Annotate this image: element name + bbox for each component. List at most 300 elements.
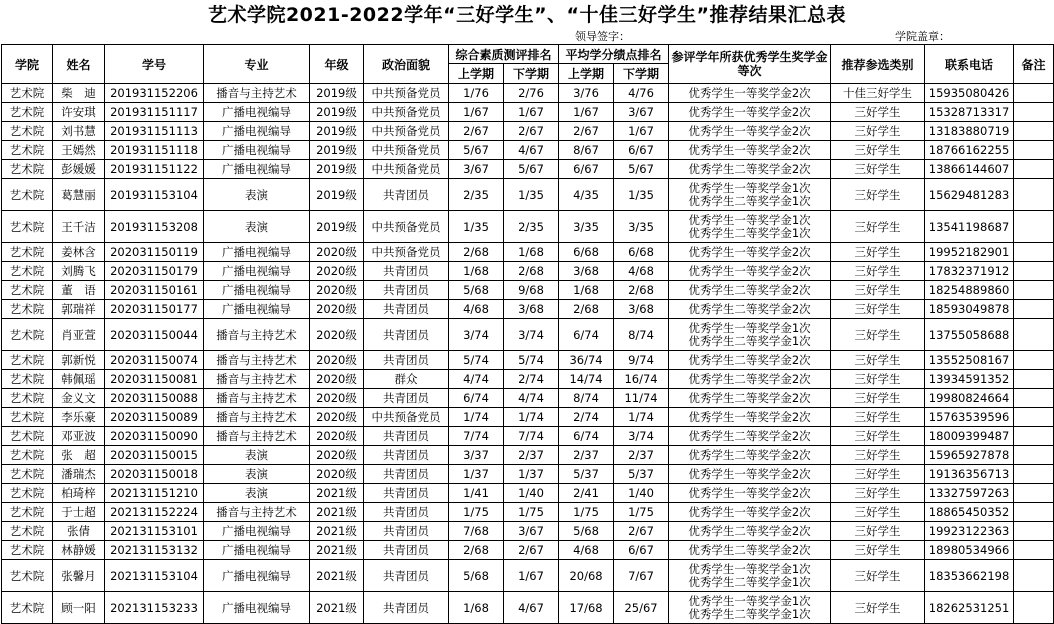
cell-gpa-second-term: 16/74 <box>614 370 669 389</box>
cell-college: 艺术院 <box>2 281 53 300</box>
cell-honors <box>669 389 831 408</box>
table-body <box>2 84 1054 624</box>
honor-line: 优秀学生一等奖学金1次 <box>688 561 811 576</box>
cell-honors <box>669 243 831 262</box>
cell-political: 共青团员 <box>364 427 449 446</box>
cell-college: 艺术院 <box>2 446 53 465</box>
cell-grade: 2020级 <box>310 351 364 370</box>
cell-quality-first-term: 1/37 <box>449 465 504 484</box>
cell-honors <box>669 465 831 484</box>
cell-quality-second-term: 3/67 <box>504 522 559 541</box>
cell-college: 艺术院 <box>2 262 53 281</box>
table-row <box>2 484 1054 503</box>
cell-gpa-first-term: 1/68 <box>559 281 614 300</box>
cell-quality-first-term: 1/67 <box>449 103 504 122</box>
cell-honors <box>669 281 831 300</box>
cell-gpa-first-term: 6/74 <box>559 427 614 446</box>
table-row <box>2 465 1054 484</box>
cell-college: 艺术院 <box>2 103 53 122</box>
cell-name: 张 超 <box>53 446 105 465</box>
cell-honors <box>669 179 831 211</box>
cell-name: 邓亚波 <box>53 427 105 446</box>
cell-honors <box>669 484 831 503</box>
cell-major: 表演 <box>204 211 310 243</box>
table-row <box>2 262 1054 281</box>
table-row <box>2 281 1054 300</box>
header-honors: 参评学年所获优秀学生奖学金等次 <box>669 45 831 84</box>
cell-quality-first-term: 3/67 <box>449 160 504 179</box>
cell-major: 广播电视编导 <box>204 243 310 262</box>
cell-category: 三好学生 <box>831 408 925 427</box>
table-row <box>2 179 1054 211</box>
cell-grade: 2020级 <box>310 262 364 281</box>
cell-name: 金义文 <box>53 389 105 408</box>
honor-line: 优秀学生一等奖学金2次 <box>688 244 811 259</box>
cell-gpa-second-term: 1/40 <box>614 484 669 503</box>
cell-political: 共青团员 <box>364 465 449 484</box>
header-major: 专业 <box>204 45 310 84</box>
cell-honors <box>669 370 831 389</box>
honor-line: 优秀学生二等奖学金2次 <box>688 428 811 443</box>
cell-name: 刘腾飞 <box>53 262 105 281</box>
header-grade: 年级 <box>310 45 364 84</box>
cell-category: 三好学生 <box>831 262 925 281</box>
cell-college: 艺术院 <box>2 243 53 262</box>
cell-name: 韩佩瑶 <box>53 370 105 389</box>
cell-political: 中共预备党员 <box>364 243 449 262</box>
cell-quality-first-term: 4/68 <box>449 300 504 319</box>
table-row <box>2 319 1054 351</box>
cell-remark <box>1014 370 1054 389</box>
school-seal-label: 学院盖章： <box>895 30 950 43</box>
cell-student-id: 202131152224 <box>105 503 204 522</box>
cell-gpa-first-term: 4/68 <box>559 541 614 560</box>
cell-student-id: 202031150161 <box>105 281 204 300</box>
cell-political: 中共预备党员 <box>364 408 449 427</box>
cell-college: 艺术院 <box>2 179 53 211</box>
cell-category: 三好学生 <box>831 465 925 484</box>
cell-gpa-first-term: 6/68 <box>559 243 614 262</box>
cell-major: 广播电视编导 <box>204 141 310 160</box>
honor-line: 优秀学生一等奖学金2次 <box>688 85 811 100</box>
cell-phone: 18254889860 <box>925 281 1014 300</box>
cell-phone: 18980534966 <box>925 541 1014 560</box>
cell-category: 十佳三好学生 <box>831 84 925 103</box>
cell-major: 表演 <box>204 484 310 503</box>
cell-phone: 13541198687 <box>925 211 1014 243</box>
cell-remark <box>1014 141 1054 160</box>
cell-honors <box>669 211 831 243</box>
cell-phone: 13934591352 <box>925 370 1014 389</box>
honor-line: 优秀学生二等奖学金2次 <box>688 352 811 367</box>
cell-honors <box>669 300 831 319</box>
table-row <box>2 560 1054 592</box>
signature-bar <box>0 30 1054 44</box>
cell-student-id: 201931152206 <box>105 84 204 103</box>
cell-quality-second-term: 1/75 <box>504 503 559 522</box>
cell-gpa-second-term: 6/68 <box>614 243 669 262</box>
cell-student-id: 202031150090 <box>105 427 204 446</box>
header-college: 学院 <box>2 45 53 84</box>
cell-remark <box>1014 592 1054 624</box>
cell-gpa-first-term: 6/74 <box>559 319 614 351</box>
cell-quality-first-term: 4/74 <box>449 370 504 389</box>
cell-quality-first-term: 1/68 <box>449 262 504 281</box>
cell-grade: 2021级 <box>310 560 364 592</box>
cell-phone: 18766162255 <box>925 141 1014 160</box>
cell-college: 艺术院 <box>2 560 53 592</box>
cell-gpa-second-term: 3/74 <box>614 427 669 446</box>
cell-college: 艺术院 <box>2 503 53 522</box>
cell-name: 许安琪 <box>53 103 105 122</box>
cell-phone: 19952182901 <box>925 243 1014 262</box>
cell-gpa-second-term: 4/68 <box>614 262 669 281</box>
honor-line: 优秀学生一等奖学金2次 <box>688 104 811 119</box>
cell-student-id: 201931153104 <box>105 179 204 211</box>
cell-gpa-second-term: 2/37 <box>614 446 669 465</box>
cell-phone: 15763539596 <box>925 408 1014 427</box>
cell-name: 张倩 <box>53 522 105 541</box>
cell-gpa-first-term: 2/74 <box>559 408 614 427</box>
cell-honors <box>669 522 831 541</box>
cell-political: 中共预备党员 <box>364 160 449 179</box>
cell-political: 共青团员 <box>364 389 449 408</box>
cell-quality-second-term: 1/67 <box>504 560 559 592</box>
cell-quality-second-term: 1/35 <box>504 179 559 211</box>
cell-quality-second-term: 5/74 <box>504 351 559 370</box>
cell-student-id: 202031150179 <box>105 262 204 281</box>
cell-gpa-first-term: 36/74 <box>559 351 614 370</box>
cell-quality-second-term: 9/68 <box>504 281 559 300</box>
cell-grade: 2019级 <box>310 103 364 122</box>
honor-line: 优秀学生一等奖学金1次 <box>688 320 811 335</box>
cell-quality-first-term: 2/35 <box>449 179 504 211</box>
header-political: 政治面貌 <box>364 45 449 84</box>
cell-gpa-first-term: 4/35 <box>559 179 614 211</box>
cell-college: 艺术院 <box>2 351 53 370</box>
cell-gpa-second-term: 5/67 <box>614 160 669 179</box>
header-quality-rank: 综合素质测评排名 <box>449 45 559 64</box>
cell-quality-first-term: 5/74 <box>449 351 504 370</box>
cell-remark <box>1014 243 1054 262</box>
header-name: 姓名 <box>53 45 105 84</box>
cell-phone: 17832371912 <box>925 262 1014 281</box>
honor-line: 优秀学生一等奖学金2次 <box>688 485 811 500</box>
cell-political: 共青团员 <box>364 262 449 281</box>
cell-major: 播音与主持艺术 <box>204 427 310 446</box>
cell-quality-first-term: 2/68 <box>449 541 504 560</box>
cell-honors <box>669 262 831 281</box>
cell-remark <box>1014 211 1054 243</box>
cell-quality-first-term: 2/67 <box>449 122 504 141</box>
cell-major: 广播电视编导 <box>204 300 310 319</box>
cell-gpa-second-term: 1/75 <box>614 503 669 522</box>
cell-major: 广播电视编导 <box>204 522 310 541</box>
cell-student-id: 202031150018 <box>105 465 204 484</box>
cell-student-id: 202031150088 <box>105 389 204 408</box>
cell-honors <box>669 541 831 560</box>
cell-grade: 2021级 <box>310 503 364 522</box>
cell-phone: 19136356713 <box>925 465 1014 484</box>
cell-gpa-second-term: 8/74 <box>614 319 669 351</box>
cell-remark <box>1014 84 1054 103</box>
honor-line: 优秀学生二等奖学金1次 <box>688 606 811 621</box>
cell-phone: 18353662198 <box>925 560 1014 592</box>
table-row <box>2 160 1054 179</box>
cell-political: 共青团员 <box>364 522 449 541</box>
cell-grade: 2020级 <box>310 408 364 427</box>
cell-gpa-second-term: 2/68 <box>614 281 669 300</box>
cell-gpa-second-term: 5/37 <box>614 465 669 484</box>
cell-student-id: 201931151118 <box>105 141 204 160</box>
cell-political: 中共预备党员 <box>364 122 449 141</box>
recommendation-table <box>1 44 1054 624</box>
cell-political: 中共预备党员 <box>364 84 449 103</box>
header-remark: 备注 <box>1014 45 1054 84</box>
cell-quality-first-term: 3/74 <box>449 319 504 351</box>
cell-quality-second-term: 7/74 <box>504 427 559 446</box>
cell-grade: 2021级 <box>310 484 364 503</box>
cell-gpa-first-term: 8/67 <box>559 141 614 160</box>
cell-gpa-first-term: 5/68 <box>559 522 614 541</box>
cell-grade: 2020级 <box>310 370 364 389</box>
cell-name: 李乐豪 <box>53 408 105 427</box>
cell-gpa-second-term: 3/35 <box>614 211 669 243</box>
cell-quality-second-term: 2/74 <box>504 370 559 389</box>
cell-gpa-first-term: 3/76 <box>559 84 614 103</box>
cell-category: 三好学生 <box>831 300 925 319</box>
cell-quality-first-term: 3/37 <box>449 446 504 465</box>
honor-line: 优秀学生二等奖学金2次 <box>688 301 811 316</box>
honor-line: 优秀学生二等奖学金1次 <box>688 193 811 208</box>
cell-gpa-first-term: 20/68 <box>559 560 614 592</box>
cell-name: 姜林含 <box>53 243 105 262</box>
cell-college: 艺术院 <box>2 522 53 541</box>
honor-line: 优秀学生一等奖学金2次 <box>688 142 811 157</box>
cell-honors <box>669 503 831 522</box>
cell-phone: 15935080426 <box>925 84 1014 103</box>
cell-political: 共青团员 <box>364 300 449 319</box>
cell-grade: 2019级 <box>310 211 364 243</box>
header-phone: 联系电话 <box>925 45 1014 84</box>
cell-name: 顾一阳 <box>53 592 105 624</box>
cell-gpa-first-term: 17/68 <box>559 592 614 624</box>
cell-gpa-first-term: 2/67 <box>559 122 614 141</box>
cell-category: 三好学生 <box>831 122 925 141</box>
honor-line: 优秀学生一等奖学金1次 <box>688 180 811 195</box>
cell-grade: 2021级 <box>310 522 364 541</box>
cell-remark <box>1014 122 1054 141</box>
cell-student-id: 202131153104 <box>105 560 204 592</box>
cell-remark <box>1014 319 1054 351</box>
cell-college: 艺术院 <box>2 541 53 560</box>
cell-grade: 2021级 <box>310 592 364 624</box>
table-row <box>2 389 1054 408</box>
cell-honors <box>669 319 831 351</box>
honor-line: 优秀学生二等奖学金2次 <box>688 282 811 297</box>
cell-remark <box>1014 179 1054 211</box>
cell-major: 广播电视编导 <box>204 122 310 141</box>
honor-line: 优秀学生二等奖学金2次 <box>688 523 811 538</box>
cell-honors <box>669 141 831 160</box>
cell-gpa-second-term: 7/67 <box>614 560 669 592</box>
cell-name: 张馨月 <box>53 560 105 592</box>
cell-category: 三好学生 <box>831 446 925 465</box>
cell-remark <box>1014 446 1054 465</box>
cell-category: 三好学生 <box>831 319 925 351</box>
cell-honors <box>669 408 831 427</box>
cell-major: 播音与主持艺术 <box>204 351 310 370</box>
cell-category: 三好学生 <box>831 370 925 389</box>
cell-quality-first-term: 7/68 <box>449 522 504 541</box>
cell-gpa-second-term: 1/67 <box>614 122 669 141</box>
cell-category: 三好学生 <box>831 560 925 592</box>
cell-grade: 2020级 <box>310 427 364 446</box>
cell-phone: 18009399487 <box>925 427 1014 446</box>
cell-college: 艺术院 <box>2 389 53 408</box>
cell-student-id: 202031150089 <box>105 408 204 427</box>
cell-political: 群众 <box>364 370 449 389</box>
cell-name: 柏琦梓 <box>53 484 105 503</box>
table-row <box>2 446 1054 465</box>
cell-name: 王嫣然 <box>53 141 105 160</box>
cell-major: 广播电视编导 <box>204 592 310 624</box>
cell-political: 中共预备党员 <box>364 141 449 160</box>
cell-honors <box>669 103 831 122</box>
cell-quality-second-term: 3/74 <box>504 319 559 351</box>
header-gpa-rank: 平均学分绩点排名 <box>559 45 669 64</box>
cell-grade: 2020级 <box>310 389 364 408</box>
cell-political: 中共预备党员 <box>364 211 449 243</box>
cell-gpa-second-term: 1/35 <box>614 179 669 211</box>
cell-college: 艺术院 <box>2 319 53 351</box>
document-title: 艺术学院2021-2022学年“三好学生”、“十佳三好学生”推荐结果汇总表 <box>207 4 847 26</box>
cell-phone: 15328713317 <box>925 103 1014 122</box>
cell-college: 艺术院 <box>2 211 53 243</box>
cell-student-id: 202031150177 <box>105 300 204 319</box>
honor-line: 优秀学生一等奖学金1次 <box>688 212 811 227</box>
honor-line: 优秀学生二等奖学金1次 <box>688 225 811 240</box>
cell-political: 共青团员 <box>364 503 449 522</box>
cell-major: 播音与主持艺术 <box>204 408 310 427</box>
honor-line: 优秀学生一等奖学金1次 <box>688 593 811 608</box>
cell-quality-second-term: 2/35 <box>504 211 559 243</box>
cell-phone: 13327597263 <box>925 484 1014 503</box>
cell-political: 共青团员 <box>364 351 449 370</box>
cell-category: 三好学生 <box>831 592 925 624</box>
cell-category: 三好学生 <box>831 103 925 122</box>
cell-college: 艺术院 <box>2 484 53 503</box>
cell-category: 三好学生 <box>831 484 925 503</box>
table-row <box>2 592 1054 624</box>
cell-gpa-first-term: 2/68 <box>559 300 614 319</box>
table-row <box>2 141 1054 160</box>
cell-category: 三好学生 <box>831 522 925 541</box>
cell-major: 表演 <box>204 179 310 211</box>
cell-student-id: 202031150081 <box>105 370 204 389</box>
honor-line: 优秀学生二等奖学金1次 <box>688 333 811 348</box>
cell-quality-first-term: 1/35 <box>449 211 504 243</box>
cell-quality-second-term: 1/37 <box>504 465 559 484</box>
cell-quality-first-term: 1/41 <box>449 484 504 503</box>
cell-major: 广播电视编导 <box>204 103 310 122</box>
cell-remark <box>1014 541 1054 560</box>
cell-grade: 2019级 <box>310 179 364 211</box>
cell-major: 广播电视编导 <box>204 281 310 300</box>
cell-grade: 2021级 <box>310 541 364 560</box>
cell-remark <box>1014 262 1054 281</box>
cell-remark <box>1014 484 1054 503</box>
cell-major: 播音与主持艺术 <box>204 319 310 351</box>
table-row <box>2 370 1054 389</box>
cell-phone: 18865450352 <box>925 503 1014 522</box>
cell-honors <box>669 560 831 592</box>
cell-gpa-first-term: 14/74 <box>559 370 614 389</box>
cell-grade: 2020级 <box>310 281 364 300</box>
cell-quality-second-term: 2/37 <box>504 446 559 465</box>
cell-student-id: 202131151210 <box>105 484 204 503</box>
cell-quality-second-term: 3/68 <box>504 300 559 319</box>
cell-gpa-first-term: 2/37 <box>559 446 614 465</box>
cell-college: 艺术院 <box>2 160 53 179</box>
cell-name: 王千洁 <box>53 211 105 243</box>
leader-signature-label: 领导签字： <box>575 30 630 43</box>
cell-category: 三好学生 <box>831 141 925 160</box>
header-quality-second-term: 下学期 <box>504 64 559 84</box>
cell-quality-second-term: 1/74 <box>504 408 559 427</box>
cell-college: 艺术院 <box>2 370 53 389</box>
cell-honors <box>669 446 831 465</box>
table-row <box>2 300 1054 319</box>
cell-gpa-second-term: 25/67 <box>614 592 669 624</box>
cell-grade: 2019级 <box>310 160 364 179</box>
header-category: 推荐参选类别 <box>831 45 925 84</box>
cell-college: 艺术院 <box>2 592 53 624</box>
cell-major: 播音与主持艺术 <box>204 370 310 389</box>
cell-quality-first-term: 6/74 <box>449 389 504 408</box>
cell-name: 肖亚萱 <box>53 319 105 351</box>
cell-honors <box>669 427 831 446</box>
cell-political: 共青团员 <box>364 319 449 351</box>
cell-category: 三好学生 <box>831 160 925 179</box>
cell-college: 艺术院 <box>2 141 53 160</box>
cell-grade: 2020级 <box>310 319 364 351</box>
cell-college: 艺术院 <box>2 408 53 427</box>
cell-category: 三好学生 <box>831 541 925 560</box>
cell-gpa-first-term: 5/37 <box>559 465 614 484</box>
cell-grade: 2020级 <box>310 446 364 465</box>
cell-grade: 2019级 <box>310 122 364 141</box>
cell-quality-first-term: 5/67 <box>449 141 504 160</box>
cell-honors <box>669 592 831 624</box>
cell-grade: 2019级 <box>310 141 364 160</box>
cell-name: 郭新悦 <box>53 351 105 370</box>
cell-remark <box>1014 522 1054 541</box>
cell-gpa-second-term: 4/76 <box>614 84 669 103</box>
cell-name: 葛慧丽 <box>53 179 105 211</box>
cell-name: 于士超 <box>53 503 105 522</box>
cell-political: 共青团员 <box>364 281 449 300</box>
cell-phone: 19980824664 <box>925 389 1014 408</box>
cell-phone: 15965927878 <box>925 446 1014 465</box>
cell-name: 彭媛媛 <box>53 160 105 179</box>
cell-category: 三好学生 <box>831 351 925 370</box>
cell-quality-first-term: 5/68 <box>449 281 504 300</box>
cell-gpa-first-term: 6/67 <box>559 160 614 179</box>
header-gpa-first-term: 上学期 <box>559 64 614 84</box>
cell-category: 三好学生 <box>831 503 925 522</box>
honor-line: 优秀学生二等奖学金2次 <box>688 542 811 557</box>
